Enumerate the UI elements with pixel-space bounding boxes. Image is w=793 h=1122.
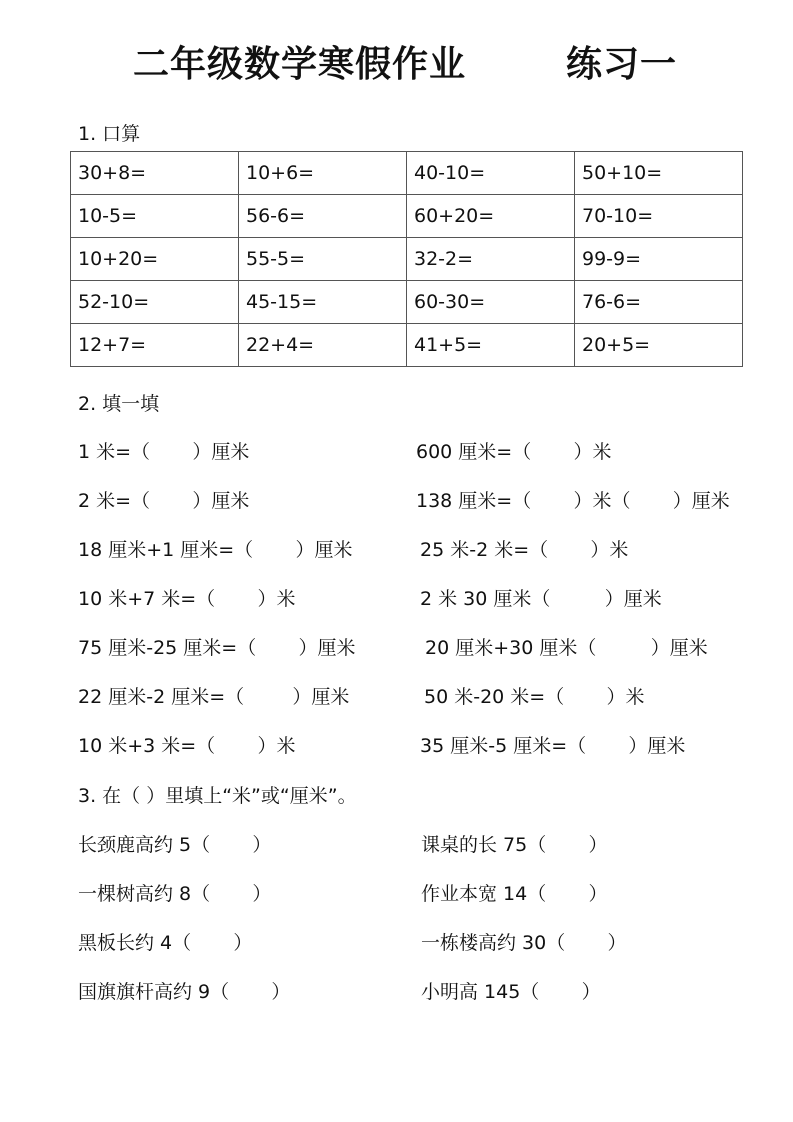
table-cell: 60-30= [407,281,575,324]
fill-item-right: 2 米 30 厘米（ ）厘米 [420,588,662,610]
fill-item-left: 2 米=（ ）厘米 [78,490,250,512]
unit-item-right: 小明高 145（ ） [421,981,601,1003]
unit-item-right: 课桌的长 75（ ） [421,834,608,856]
unit-item-left: 一棵树高约 8（ ） [78,883,272,905]
unit-row [0,830,793,860]
table-row [71,152,743,195]
table-cell: 45-15= [239,281,407,324]
fill-item-left: 22 厘米-2 厘米=（ ）厘米 [78,686,350,708]
table-cell: 20+5= [575,324,743,367]
fill-item-right: 35 厘米-5 厘米=（ ）厘米 [420,735,686,757]
table-row [71,238,743,281]
title-sub: 练习一 [566,43,678,85]
fill-row [0,633,793,663]
fill-item-left: 10 米+3 米=（ ）米 [78,735,296,757]
table-row [71,324,743,367]
fill-item-right: 25 米-2 米=（ ）米 [420,539,629,561]
fill-row [0,731,793,761]
title-main: 二年级数学寒假作业 [133,43,467,85]
fill-item-right: 20 厘米+30 厘米（ ）厘米 [425,637,708,659]
table-cell: 76-6= [575,281,743,324]
fill-item-left: 1 米=（ ）厘米 [78,441,250,463]
section2-heading: 2. 填一填 [78,393,160,415]
table-cell: 52-10= [71,281,239,324]
table-cell: 12+7= [71,324,239,367]
table-cell: 41+5= [407,324,575,367]
table-row [71,195,743,238]
table-cell: 50+10= [575,152,743,195]
unit-item-left: 国旗旗杆高约 9（ ） [78,981,291,1003]
fill-item-left: 18 厘米+1 厘米=（ ）厘米 [78,539,353,561]
fill-row [0,437,793,467]
table-cell: 10-5= [71,195,239,238]
unit-item-right: 一栋楼高约 30（ ） [421,932,627,954]
unit-row [0,977,793,1007]
table-cell: 30+8= [71,152,239,195]
table-cell: 70-10= [575,195,743,238]
table-cell: 10+6= [239,152,407,195]
mental-math-table [70,151,743,367]
table-cell: 32-2= [407,238,575,281]
unit-row [0,879,793,909]
worksheet-title [0,36,793,96]
table-cell: 60+20= [407,195,575,238]
fill-item-left: 75 厘米-25 厘米=（ ）厘米 [78,637,356,659]
table-cell: 40-10= [407,152,575,195]
fill-item-left: 10 米+7 米=（ ）米 [78,588,296,610]
table-cell: 10+20= [71,238,239,281]
fill-row [0,682,793,712]
table-cell: 22+4= [239,324,407,367]
table-cell: 55-5= [239,238,407,281]
section1-heading: 1. 口算 [78,123,141,145]
table-cell: 99-9= [575,238,743,281]
fill-item-right: 138 厘米=（ ）米（ ）厘米 [416,490,730,512]
fill-item-right: 50 米-20 米=（ ）米 [424,686,645,708]
table-cell: 56-6= [239,195,407,238]
table-row [71,281,743,324]
fill-row [0,584,793,614]
fill-row [0,486,793,516]
fill-row [0,535,793,565]
unit-row [0,928,793,958]
section3-heading: 3. 在（ ）里填上“米”或“厘米”。 [78,785,357,807]
fill-item-right: 600 厘米=（ ）米 [416,441,612,463]
unit-item-left: 长颈鹿高约 5（ ） [78,834,272,856]
unit-item-right: 作业本宽 14（ ） [421,883,608,905]
unit-item-left: 黑板长约 4（ ） [78,932,253,954]
